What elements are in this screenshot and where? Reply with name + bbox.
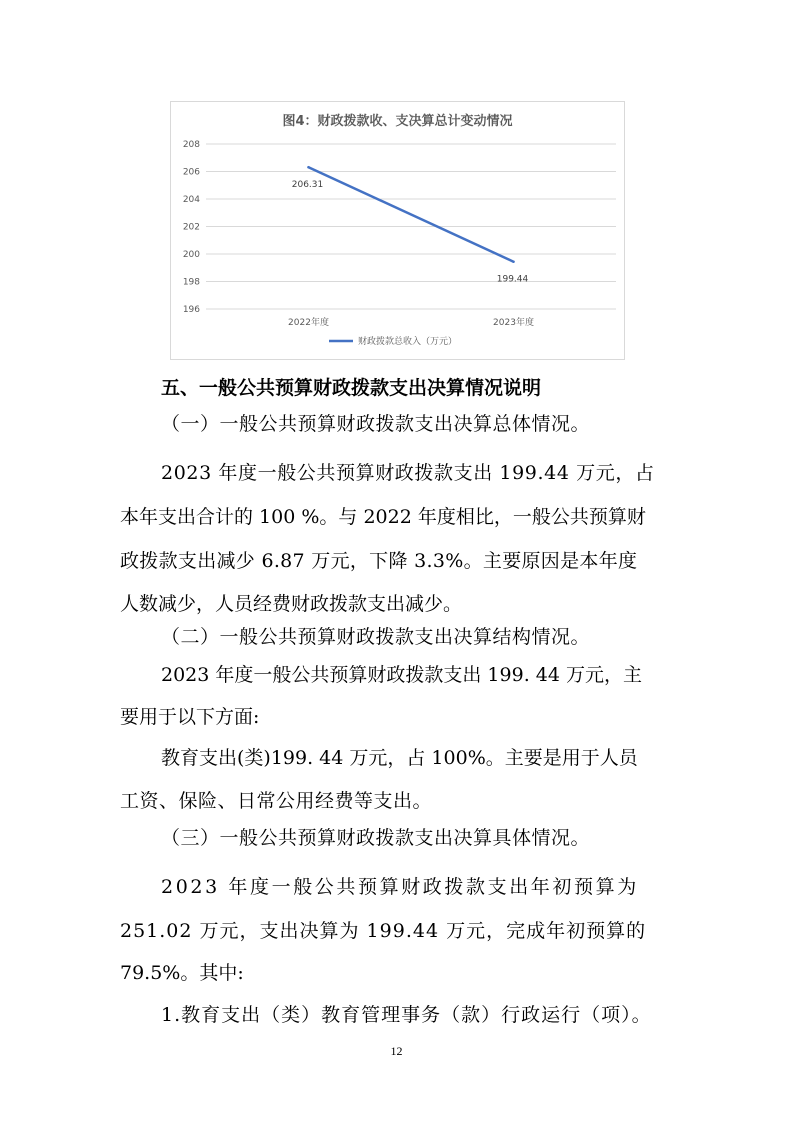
data-point — [307, 166, 309, 168]
paragraph-line: 79.5%。其中: — [120, 962, 244, 984]
subheading-2: （二）一般公共预算财政拨款支出决算结构情况。 — [161, 626, 591, 648]
paragraph-line: 人数减少，人员经费财政拨款支出减少。 — [120, 593, 463, 615]
paragraph-line: 教育支出(类)199. 44 万元，占 100%。主要是用于人员 — [161, 747, 638, 769]
y-tick-label: 202 — [182, 222, 200, 233]
paragraph-line: 2023 年度一般公共预算财政拨款支出 199.44 万元，占 — [161, 462, 655, 484]
paragraph-line: 政拨款支出减少 6.87 万元，下降 3.3%。主要原因是本年度 — [120, 550, 638, 572]
subheading-3: （三）一般公共预算财政拨款支出决算具体情况。 — [161, 827, 591, 849]
chart-canvas — [171, 102, 624, 359]
paragraph-line: 1.教育支出（类）教育管理事务（款）行政运行（项）。 — [161, 1004, 652, 1026]
series-line — [309, 167, 514, 261]
data-point — [512, 261, 514, 263]
data-label: 199.44 — [496, 274, 529, 285]
paragraph-line: 251.02 万元，支出决算为 199.44 万元，完成年初预算的 — [120, 920, 647, 942]
legend-label: 财政拨款总收入（万元） — [358, 337, 458, 347]
y-tick-label: 198 — [182, 277, 200, 288]
paragraph-line: 要用于以下方面: — [120, 706, 260, 728]
paragraph-line: 2023 年度一般公共预算财政拨款支出年初预算为 — [161, 876, 639, 898]
x-tick-label: 2023年度 — [493, 318, 534, 328]
y-tick-label: 208 — [182, 140, 200, 150]
paragraph-line: 2023 年度一般公共预算财政拨款支出 199. 44 万元，主 — [161, 664, 642, 686]
line-chart — [170, 101, 625, 360]
data-label: 206.31 — [291, 180, 324, 191]
paragraph-line: 工资、保险、日常公用经费等支出。 — [120, 790, 433, 812]
section-heading: 五、一般公共预算财政拨款支出决算情况说明 — [161, 377, 542, 399]
y-tick-label: 196 — [182, 305, 200, 315]
x-tick-label: 2022年度 — [288, 318, 329, 328]
y-tick-label: 200 — [182, 250, 200, 260]
chart-title: 图4：财政拨款收、支决算总计变动情况 — [282, 114, 513, 129]
y-tick-label: 204 — [182, 195, 200, 205]
subheading-1: （一）一般公共预算财政拨款支出决算总体情况。 — [161, 413, 591, 435]
paragraph-line: 本年支出合计的 100 %。与 2022 年度相比，一般公共预算财 — [120, 506, 646, 528]
y-tick-label: 206 — [182, 167, 200, 178]
page-number: 12 — [390, 1044, 403, 1058]
